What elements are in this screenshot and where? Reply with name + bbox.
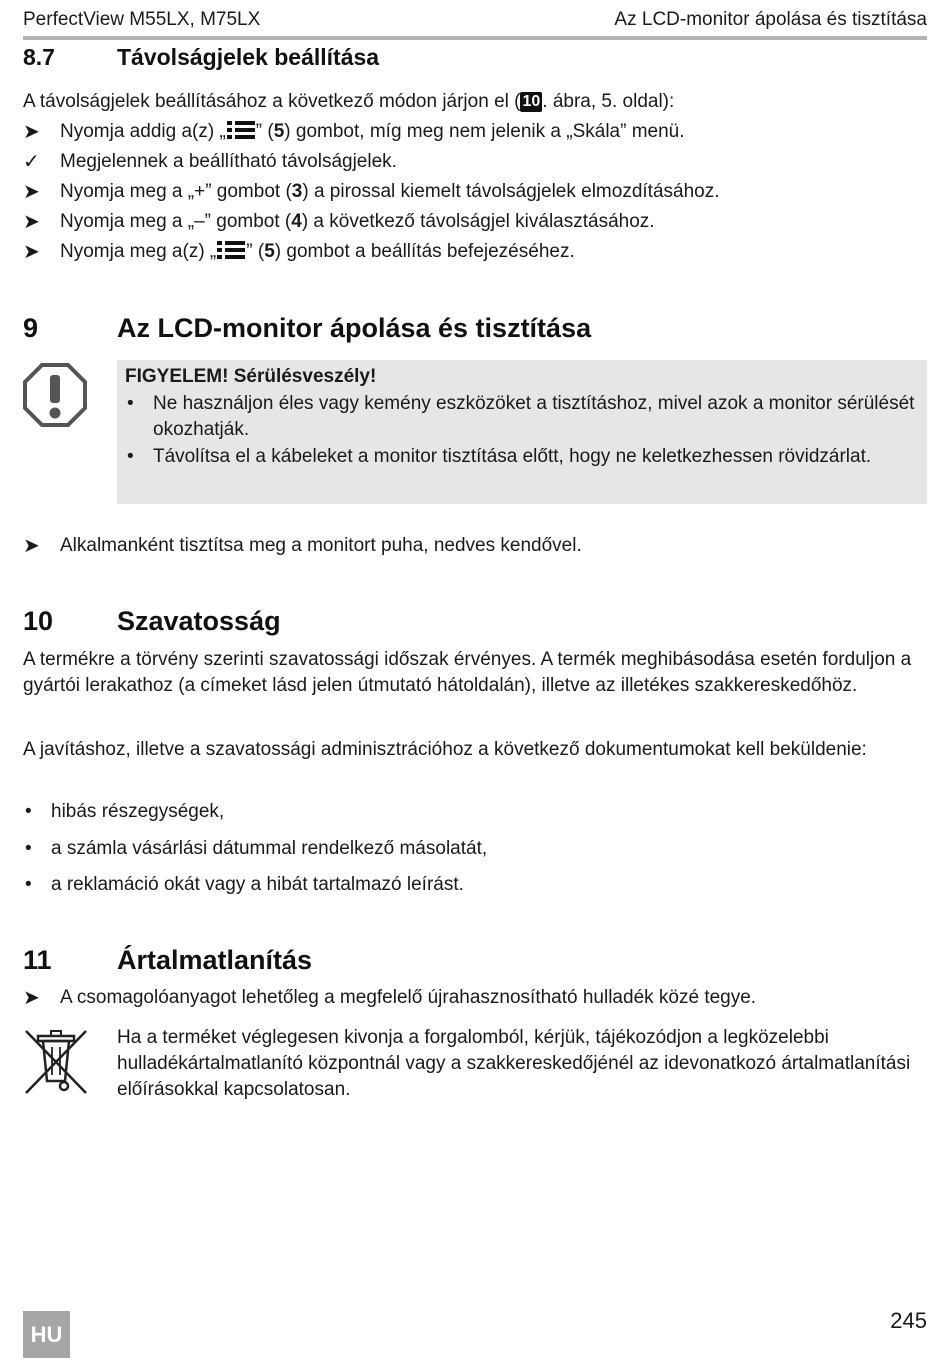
warning-octagon-icon bbox=[23, 363, 87, 427]
disposal-paragraph: Ha a terméket véglegesen kivonja a forgalomból, kérjük, tájékozódjon a legközelebbi hulladékártalmatlanító központnál vagy a szakkereskedőjénél az idevonatkozó ártalmatlanítási előírásokkal kapcsolatosan. bbox=[117, 1027, 911, 1100]
section-8-7-heading bbox=[23, 43, 927, 71]
section-10-heading bbox=[23, 605, 927, 637]
section-number: 9 bbox=[23, 313, 39, 343]
arrow-bullet-icon: ➤ bbox=[23, 211, 40, 233]
section-title: Ártalmatlanítás bbox=[117, 945, 313, 975]
instruction-step: ➤ Alkalmanként tisztítsa meg a monitort puha, nedves kendővel. bbox=[23, 535, 582, 557]
instruction-step: ➤ Nyomja addig a(z) „ ” (5) gombot, míg meg nem jelenik a „Skála” menü. bbox=[23, 121, 685, 143]
list-item: • a reklamáció okát vagy a hibát tartalmazó leírást. bbox=[25, 874, 464, 895]
instruction-step: ➤ A csomagolóanyagot lehetőleg a megfelelő újrahasznosítható hulladék közé tegye. bbox=[23, 987, 757, 1009]
section-number: 10 bbox=[23, 606, 54, 636]
arrow-bullet-icon: ➤ bbox=[23, 535, 40, 557]
manual-page bbox=[23, 0, 927, 1360]
section-number: 8.7 bbox=[23, 44, 55, 70]
warning-title: FIGYELEM! Sérülésveszély! bbox=[125, 366, 377, 387]
section-11-heading bbox=[23, 944, 927, 976]
list-item: • a számla vásárlási dátummal rendelkező másolatát, bbox=[25, 838, 488, 859]
result-step: ✓ Megjelennek a beállítható távolságjelek. bbox=[23, 151, 397, 173]
list-item: • hibás részegységek, bbox=[25, 801, 225, 822]
warranty-documents-paragraph: A javításhoz, illetve a szavatossági adminisztrációhoz a következő dokumentumokat kell beküldenie: bbox=[23, 739, 867, 760]
language-badge: HU bbox=[23, 1311, 70, 1358]
section-title: Az LCD-monitor ápolása és tisztítása bbox=[117, 313, 592, 343]
section-9-heading bbox=[23, 312, 927, 344]
arrow-bullet-icon: ➤ bbox=[23, 987, 40, 1009]
checkmark-icon: ✓ bbox=[23, 151, 40, 173]
section-number: 11 bbox=[23, 945, 52, 975]
instruction-step: ➤ Nyomja meg a „–” gombot (4) a következő távolságjel kiválasztásához. bbox=[23, 211, 655, 233]
header-chapter-title: Az LCD-monitor ápolása és tisztítása bbox=[614, 9, 927, 30]
warning-item: • Ne használjon éles vagy kemény eszközöket a tisztításhoz, mivel azok a monitor sérülését okozhatják. bbox=[127, 393, 915, 440]
menu-list-icon bbox=[227, 120, 255, 140]
section-8-7-intro: A távolságjelek beállításához a következő módon járjon el ( 10 . ábra, 5. oldal): bbox=[23, 91, 675, 112]
section-title: Távolságjelek beállítása bbox=[117, 44, 380, 70]
menu-list-icon bbox=[217, 240, 245, 260]
page-number: 245 bbox=[890, 1308, 927, 1333]
instruction-step: ➤ Nyomja meg a „+” gombot (3) a pirossal kiemelt távolságjelek elmozdításához. bbox=[23, 181, 720, 203]
figure-reference: 10 bbox=[522, 93, 541, 110]
warranty-paragraph: A termékre a törvény szerinti szavatossági időszak érvényes. A termék meghibásodása esetén forduljon a gyártói lerakathoz (a címeket lásd jelen útmutató hátoldalán), illetve az illetékes szakkereskedőhöz. bbox=[23, 649, 912, 696]
crossed-out-wheelie-bin-icon bbox=[23, 1027, 89, 1097]
instruction-step: ➤ Nyomja meg a(z) „ ” (5) gombot a beállítás befejezéséhez. bbox=[23, 241, 575, 263]
arrow-bullet-icon: ➤ bbox=[23, 121, 40, 143]
warning-box bbox=[117, 360, 927, 504]
header-divider bbox=[23, 36, 927, 40]
arrow-bullet-icon: ➤ bbox=[23, 181, 40, 203]
warning-item: • Távolítsa el a kábeleket a monitor tisztítása előtt, hogy ne keletkezhessen rövidzárlat. bbox=[127, 446, 872, 467]
section-title: Szavatosság bbox=[117, 606, 281, 636]
header-product-name: PerfectView M55LX, M75LX bbox=[23, 9, 261, 30]
arrow-bullet-icon: ➤ bbox=[23, 241, 40, 263]
running-header bbox=[23, 8, 927, 32]
